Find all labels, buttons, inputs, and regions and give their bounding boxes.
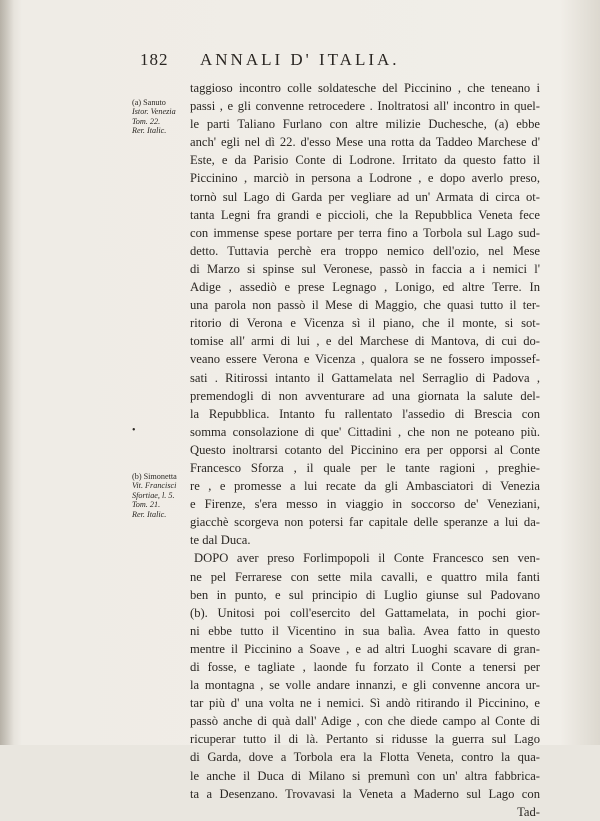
text-line: giacchè scorgeva non potersi far capitale delle speranze a lui da- — [190, 515, 540, 530]
text-line: Francesco Sforza , il quale per le tante ragioni , preghie- — [190, 460, 540, 475]
sidenote-line: Vit. Francisci — [132, 481, 177, 491]
text-line: ne pel Ferrarese con sette mila cavalli, e quattro mila fanti — [190, 569, 540, 584]
text-line: Questo inoltrarsi cotanto del Piccinino era per opporsi al Conte — [190, 442, 540, 457]
text-line: e Firenze, s'era messo in viaggio in soccorso de' Veneziani, — [190, 497, 540, 512]
text-line: ricuperar tutto il di là. Pertanto si ridusse la guerra sul Lago — [190, 732, 540, 747]
sidenote-line: (b) Simonetta — [132, 472, 177, 481]
text-line: te dal Duca. — [190, 533, 251, 548]
text-line: di Garda, dove a Torbola era la Flotta Veneta, contro la qua- — [190, 750, 540, 765]
text-line: le parti Taliano Furlano con altre milizie Duchesche, (a) ebbe — [190, 117, 540, 132]
text-line: Adige , assediò e prese Legnago , Lonigo, ed altre Terre. In — [190, 280, 540, 295]
text-line: taggioso incontro colle soldatesche del Piccinino , che teneano i — [190, 81, 540, 95]
text-line: tar più d' una volta ne i nemici. Sì andò ritirando il Piccinino, e — [190, 696, 540, 711]
text-line: premendogli di non avventurare ad una giornata la salute del- — [190, 388, 540, 403]
text-line: passi , e gli convenne retrocedere . Inoltratosi all' incontro in quel- — [190, 99, 540, 114]
text-line: somma consolazione di que' Cittadini , che non ne poteano più. — [190, 424, 540, 439]
sidenote-line: Istor. Venezia — [132, 107, 176, 117]
text-line: passò anche di quà dall' Adige , con che diede campo al Conte di — [190, 714, 540, 729]
text-line: di Marzo si spinse sul Veronese, passò in faccia a i nemici l' — [190, 261, 540, 276]
text-line: la montagna , se volle andare innanzi, e gli convenne ancora ur- — [190, 678, 540, 693]
sidenote-line: (a) Sanuto — [132, 98, 166, 107]
text-line: tomise all' armi di lui , e del Marchese di Mantova, di cui do- — [190, 334, 540, 349]
text-line: re , e promesse a lui recate da gli Ambasciatori di Venezia — [190, 479, 540, 494]
text-line: ritorio di Verona e Vicenza sì il piano, che il monte, si sot- — [190, 316, 540, 331]
text-line: DOPO aver preso Forlimpopoli il Conte Francesco sen ven- — [194, 551, 540, 566]
sidenote-b — [132, 472, 190, 519]
text-line: ben in punto, e sul principio di Luglio giunse sul Padovano — [190, 587, 540, 602]
text-line: una parola non passò il Mese di Maggio, che quasi tutto il ter- — [190, 298, 540, 313]
sidenote-line: Sfortiae, l. 5. — [132, 490, 175, 500]
text-line: veano essere Verona e Vicenza , qualora se ne fossero impossef- — [190, 352, 540, 367]
text-line: tornò sul Lago di Garda per vegliare ad un' Armata di circa ot- — [190, 189, 540, 204]
text-line: mentre il Piccinino a Soave , e ad altri Luoghi scavare di gran- — [190, 641, 540, 656]
text-line: sati . Ritirossi intanto il Gattamelata nel Serraglio di Padova , — [190, 370, 540, 385]
text-line: ni ebbe tutto il Vicentino in sua balìa. Avea fatto in questo — [190, 623, 540, 638]
sidenote-a — [132, 98, 190, 136]
text-line: anch' egli nel dì 22. d'esso Mese una rotta da Taddeo Marchese d' — [190, 135, 540, 150]
text-line: detto. Tuttavia perchè era troppo nemico dell'ozio, nel Mese — [190, 243, 540, 258]
text-line: le anche il Duca di Milano si premunì con un' altra fabbrica- — [190, 768, 540, 783]
page-number: 182 — [140, 50, 169, 69]
text-line: ta a Desenzano. Trovavasi la Veneta a Maderno sul Lago con — [190, 786, 540, 801]
text-line: tanta Legni fra grandi e piccioli, che la Repubblica Veneta fece — [190, 207, 540, 222]
sidenote-line: Rer. Italic. — [132, 509, 167, 519]
text-line: la Repubblica. Intanto fu rallentato l'assedio di Brescia con — [190, 406, 540, 421]
text-line: Piccinino , marciò in persona a Lodrone , e dopo averlo preso, — [190, 171, 540, 186]
body-text — [190, 79, 540, 821]
spine-shadow — [0, 0, 14, 745]
sidenote-line: Rer. Italic. — [132, 126, 167, 136]
margin-marker: • — [132, 425, 136, 436]
text-line: con immense spese portare per terra fino a Torbola sul Lago sud- — [190, 225, 540, 240]
text-line: di fosse, e tagliate , laonde fu forzato il Conte a tenersi per — [190, 660, 540, 674]
running-head: ANNALI D' ITALIA. — [200, 50, 400, 69]
text-line: (b). Unitosi poi coll'esercito del Gattamelata, in pochi gior- — [190, 605, 540, 620]
sidenote-line: Tom. 21. — [132, 500, 161, 510]
text-line: Este, e da Parisio Conte di Lodrone. Irritato da questo fatto il — [190, 153, 540, 168]
page-header — [140, 50, 540, 74]
catchword: Tad- — [517, 804, 540, 819]
sidenote-line: Tom. 22. — [132, 116, 161, 126]
